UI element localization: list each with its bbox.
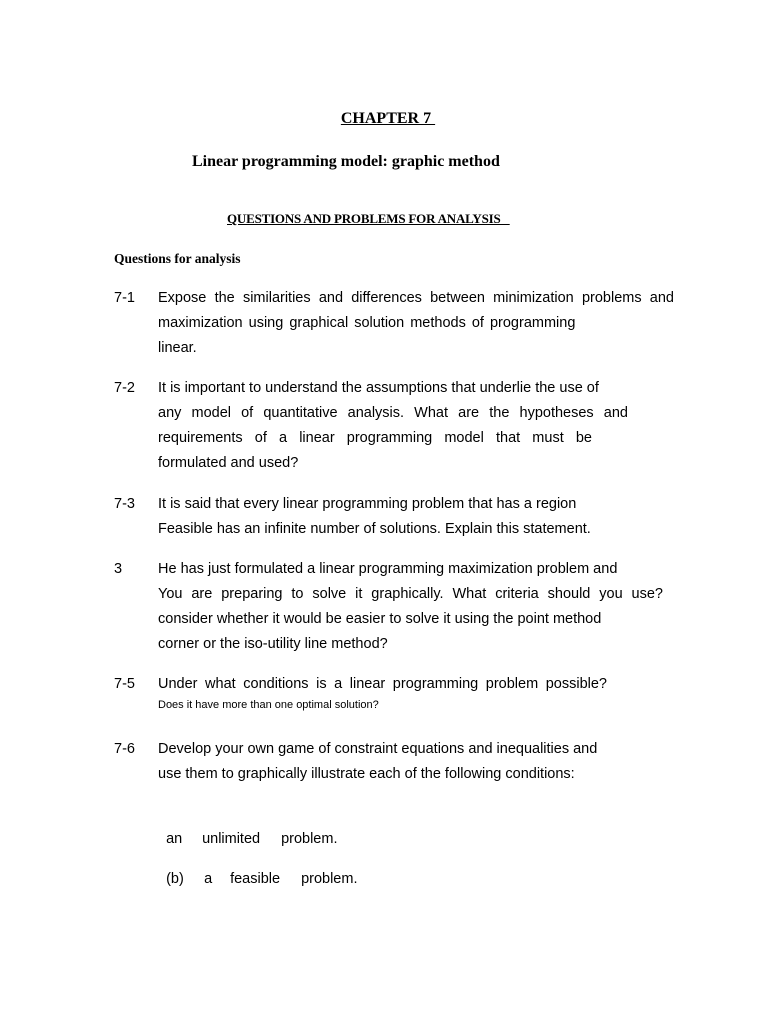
question-line: You are preparing to solve it graphically. What criteria should you use? [158,586,663,602]
subsection-heading: Questions for analysis [114,251,241,266]
question-line: Develop your own game of constraint equations and inequalities and [158,741,598,757]
question-text [158,557,663,657]
section-heading: QUESTIONS AND PROBLEMS FOR ANALYSIS [227,211,510,226]
question-number: 7-5 [114,676,135,692]
subitem-word: a [204,871,213,887]
question-line: requirements of a linear programming model that must be [158,430,592,446]
question-text [158,492,674,542]
question-line: any model of quantitative analysis. What are the hypotheses and [158,405,628,421]
question-number: 7-6 [114,741,135,757]
subitem-word: problem. [281,831,338,847]
chapter-title: CHAPTER 7 [340,110,436,127]
subitem-word: unlimited [202,831,261,847]
subitem-feasible-problem [158,842,357,892]
question-line: consider whether it would be easier to solve it using the point method [158,611,602,627]
question-number: 7-2 [114,380,135,396]
question-line: Under what conditions is a linear programming problem possible? [158,676,607,692]
question-line: It is important to understand the assumptions that underlie the use of [158,380,599,396]
subitem-word: feasible [230,871,281,887]
question-line: He has just formulated a linear programming maximization problem and [158,561,618,577]
question-line: maximization using graphical solution methods of programming [158,315,576,331]
question-number: 3 [114,561,123,577]
subitem-word: an [166,831,183,847]
question-line: use them to graphically illustrate each of the following conditions: [158,766,575,782]
question-text [158,376,628,476]
subitem-word: (b) [166,871,184,887]
question-line: It is said that every linear programming problem that has a region [158,496,577,512]
question-text [158,286,674,361]
subitem-word: problem. [301,871,358,887]
chapter-subtitle: Linear programming model: graphic method [192,153,500,170]
question-line: linear. [158,340,197,356]
question-line: Feasible has an infinite number of solutions. Explain this statement. [158,521,591,537]
question-number: 7-3 [114,496,135,512]
question-line: formulated and used? [158,455,299,471]
question-number: 7-1 [114,290,135,306]
question-line: corner or the iso-utility line method? [158,636,388,652]
question-text [158,672,607,713]
question-text [158,737,674,787]
question-line: Does it have more than one optimal solution? [158,699,379,711]
question-line: Expose the similarities and differences between minimization problems and [158,290,674,306]
